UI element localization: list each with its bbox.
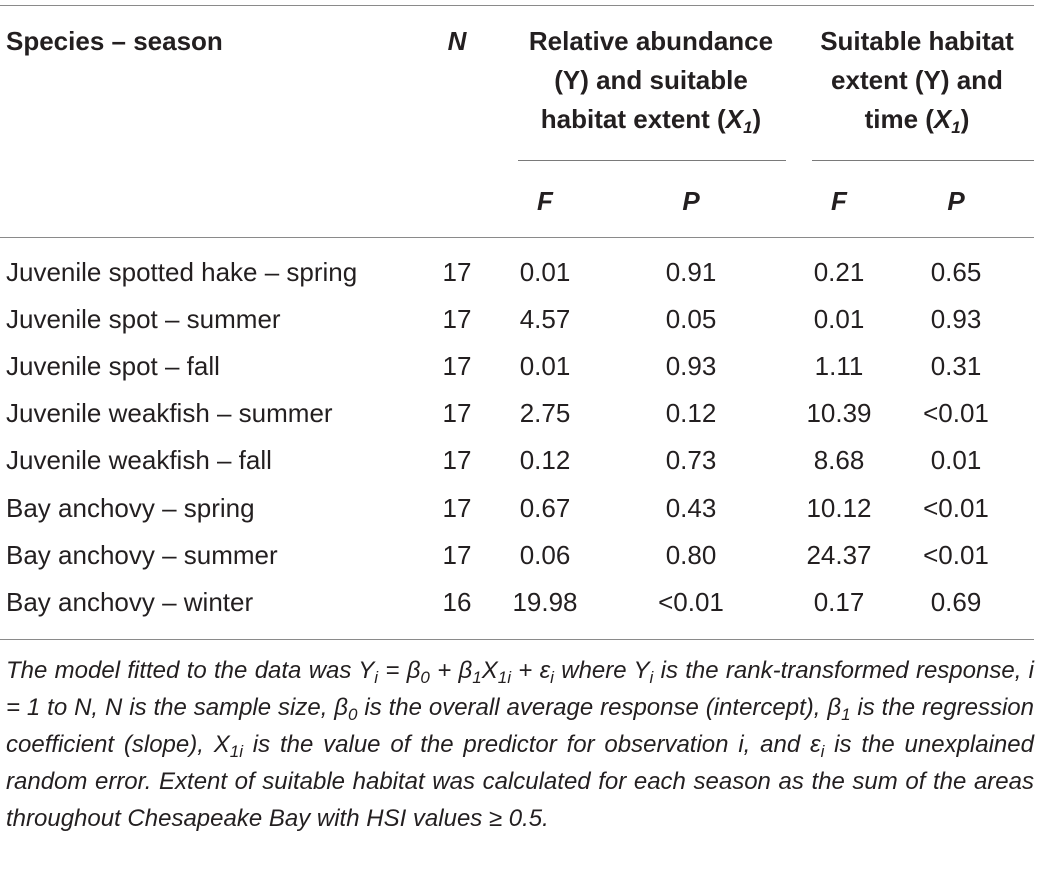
row-p-time: 0.93 [930,304,982,334]
header-group-time: Suitable habitat extent (Y) and time $(X_1)$ [820,26,1014,137]
row-n: 16 [442,587,472,617]
row-f-abundance: 4.57 [519,304,571,334]
row-species: Juvenile spot – fall [6,351,220,381]
header-group-abundance-rule [518,160,786,161]
row-species: Juvenile spot – summer [6,304,281,334]
row-p-time: 0.01 [930,445,982,475]
row-p-abundance: 0.05 [665,304,717,334]
row-f-time: 0.01 [813,304,865,334]
row-species: Juvenile spotted hake – spring [6,257,358,287]
table-footnote: The model fitted to the data was $Y_i = \beta_0 + \beta_1X_{1i} + \varepsilon_i$ where $Y_i$ is the rank-transformed response, i = 1 to N, N is the sample size, $\beta_0$ is the overall average response (intercept), $\beta_1$ is the regression coefficient (slope), $X_{1i}$ is the value of the predictor for observation i, and $\varepsilon_i$ is the unexplained random error. Extent of suitable habitat was calculated for each season as the sum of the areas throughout Chesapeake Bay with HSI values ≥ 0.5. [6,657,1035,832]
row-f-abundance: 0.01 [519,351,571,381]
row-p-time: <0.01 [923,398,989,428]
row-species: Bay anchovy – winter [6,587,254,617]
row-f-abundance: 0.12 [519,445,571,475]
row-species: Bay anchovy – spring [6,493,255,523]
row-f-abundance: 19.98 [512,587,578,617]
table-bottom-rule [0,639,1034,640]
row-f-time: 0.21 [813,257,865,287]
row-p-abundance: <0.01 [658,587,724,617]
row-n: 17 [442,493,472,523]
row-p-time: <0.01 [923,493,989,523]
row-p-abundance: 0.43 [665,493,717,523]
header-p-abundance: P [682,186,700,216]
row-f-time: 1.11 [814,351,864,381]
row-n: 17 [442,540,472,570]
row-n: 17 [442,351,472,381]
header-species-season: Species – season [6,26,223,56]
row-n: 17 [442,304,472,334]
row-species: Juvenile weakfish – summer [6,398,333,428]
row-p-abundance: 0.91 [665,257,717,287]
header-group-time-rule [812,160,1034,161]
header-f-time: F [831,186,847,216]
row-f-time: 10.12 [806,493,872,523]
header-group-abundance: Relative abundance (Y) and suitable habitat extent $(X_1)$ [528,26,774,137]
table-top-rule [0,5,1034,6]
row-p-time: <0.01 [923,540,989,570]
header-f-abundance: F [537,186,553,216]
row-f-abundance: 0.06 [519,540,571,570]
header-bottom-rule [0,237,1034,238]
row-f-time: 10.39 [806,398,872,428]
row-n: 17 [442,445,472,475]
row-p-abundance: 0.93 [665,351,717,381]
row-p-time: 0.69 [930,587,982,617]
row-species: Bay anchovy – summer [6,540,278,570]
row-n: 17 [442,398,472,428]
row-f-abundance: 0.01 [519,257,571,287]
header-p-time: P [947,186,965,216]
row-f-time: 0.17 [813,587,865,617]
row-p-abundance: 0.73 [665,445,717,475]
header-n: N [447,26,467,56]
row-p-time: 0.65 [930,257,982,287]
row-f-time: 8.68 [813,445,865,475]
row-species: Juvenile weakfish – fall [6,445,272,475]
row-f-time: 24.37 [806,540,872,570]
row-f-abundance: 0.67 [519,493,571,523]
row-p-abundance: 0.80 [665,540,717,570]
row-p-abundance: 0.12 [665,398,717,428]
row-f-abundance: 2.75 [519,398,571,428]
row-n: 17 [442,257,472,287]
row-p-time: 0.31 [930,351,982,381]
